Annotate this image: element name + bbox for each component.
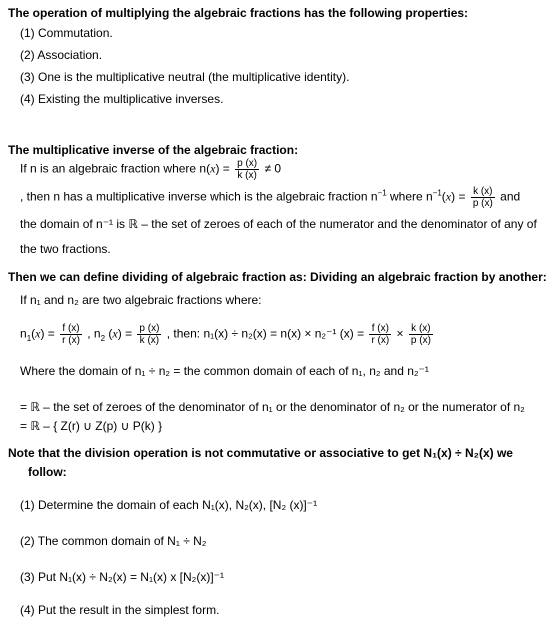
- inverse-definition-line: If n is an algebraic fraction where n(x) = $\frac{p (x)}{k (x)}$ ≠ 0: [20, 158, 282, 181]
- fraction-p-over-k: $\frac{p (x)}{k (x)}$: [139, 323, 160, 346]
- inverse-result-line: , then n has a multiplicative inverse which is the algebraic fraction $n^{-1}$ where $n^{-1}(x)$ = $\frac{k (x)}{p (x)}$ and: [20, 186, 521, 209]
- division-intro: If n₁ and n₂ are two algebraic fractions where:: [20, 293, 262, 307]
- property-item: (4) Existing the multiplicative inverses.: [20, 92, 224, 106]
- step-item: (2) The common domain of N₁ ÷ N₂: [20, 534, 207, 548]
- property-item: (3) One is the multiplicative neutral (the multiplicative identity).: [20, 70, 350, 84]
- inverse-domain-line: the domain of n⁻¹ is ℝ – the set of zeroes of each of the numerator and the denominator of any of: [20, 217, 537, 231]
- inverse-domain-line-end: the two fractions.: [20, 242, 111, 256]
- note-heading: Note that the division operation is not commutative or associative to get N₁(x) ÷ N₂(x) we: [8, 446, 513, 460]
- fraction-f-over-r: $\frac{f (x)}{r (x)}$: [62, 323, 80, 346]
- property-item: (1) Commutation.: [20, 26, 113, 40]
- fraction-p-over-k: $\frac{p (x)}{k (x)}$: [237, 158, 258, 181]
- fraction-k-over-p: $\frac{k (x)}{p (x)}$: [410, 323, 431, 346]
- division-domain-line-2: = ℝ – the set of zeroes of the denominator of n₁ or the denominator of n₂ or the numerator of n₂: [20, 400, 525, 414]
- note-heading-end: follow:: [28, 465, 67, 479]
- fraction-k-over-p: $\frac{k (x)}{p (x)}$: [472, 186, 493, 209]
- step-item: (1) Determine the domain of each N₁(x), N₂(x), [N₂ (x)]⁻¹: [20, 498, 318, 512]
- step-item: (4) Put the result in the simplest form.: [20, 603, 220, 617]
- division-domain-line: Where the domain of n₁ ÷ n₂ = the common domain of each of n₁, n₂ and n₂⁻¹: [20, 364, 429, 378]
- division-formula-line: $n_1(x)$ = $\frac{f (x)}{r (x)}$ , $n_2$ (x) = $\frac{p (x)}{k (x)}$ , then: n₁(x) ÷ n₂(x) = n(x) × n₂⁻¹ (x) = $\frac{f (x)}{r (x)}$ × $\frac{k (x)}{p (x)}$: [20, 323, 431, 346]
- inverse-heading: The multiplicative inverse of the algebraic fraction:: [8, 143, 299, 157]
- fraction-f-over-r: $\frac{f (x)}{r (x)}$: [371, 323, 390, 346]
- division-heading: Then we can define dividing of algebraic fraction as: Dividing an algebraic fraction by another:: [8, 270, 547, 284]
- step-item: (3) Put N₁(x) ÷ N₂(x) = N₁(x) x [N₂(x)]⁻¹: [20, 570, 224, 584]
- division-domain-line-3: = ℝ – { Z(r) ∪ Z(p) ∪ P(k) }: [20, 419, 163, 433]
- properties-heading: The operation of multiplying the algebraic fractions has the following properties:: [8, 6, 469, 20]
- property-item: (2) Association.: [20, 48, 103, 62]
